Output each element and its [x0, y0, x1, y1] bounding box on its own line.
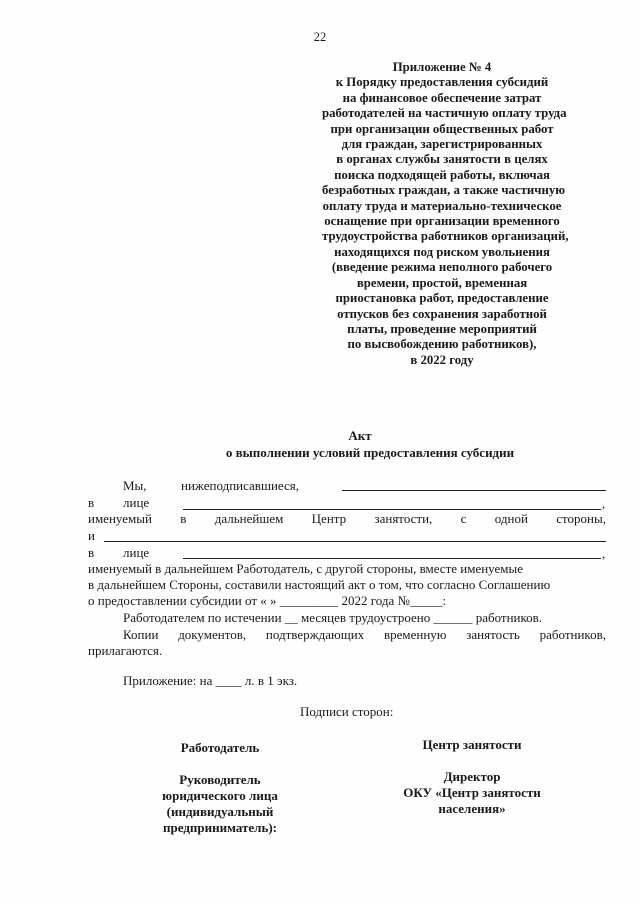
page-number: 22	[313, 30, 327, 44]
employer-representative-blank[interactable]	[183, 558, 601, 559]
employer-signature-block	[120, 740, 320, 836]
center-signature-block	[372, 737, 572, 817]
appendix-line: на финансовое обеспечение затрат	[342, 90, 542, 105]
copies-line: Копии документов, подтверждающих временную занятость работников,	[123, 627, 606, 642]
signatures-title: Подписи сторон:	[300, 704, 394, 719]
employer-role-line: Руководитель	[179, 772, 261, 787]
comma-mark: ,	[602, 546, 606, 561]
in-word: в	[88, 545, 95, 560]
appendix-line: времени, простой, временная	[356, 275, 528, 290]
undersigned-word: нижеподписавшиеся,	[181, 478, 300, 493]
person-word: лице	[123, 545, 150, 560]
appendix-line: отпусков без сохранения заработной	[337, 306, 547, 321]
act-title: Акт	[348, 428, 372, 443]
appendix-line: оплату труда и материально-техническое	[322, 198, 562, 213]
employer-paragraph-line: именуемый в дальнейшем Работодатель, с другой стороны, вместе именуемые	[88, 561, 524, 576]
employer-role-line: (индивидуальный	[166, 804, 274, 819]
appendix-line: в 2022 году	[410, 352, 474, 367]
appendix-line: находящихся под риском увольнения	[334, 244, 550, 259]
employer-name-blank[interactable]	[104, 541, 606, 542]
appendix-line: трудоустройства работников организаций,	[322, 229, 569, 244]
employer-paragraph-line: в дальнейшем Стороны, составили настоящий акт о том, что согласно Соглашению	[88, 577, 551, 592]
appendix-line: безработных граждан, а также частичную	[322, 183, 566, 198]
appendix-line: поиска подходящей работы, включая	[334, 167, 550, 182]
appendix-line: платы, проведение мероприятий	[347, 321, 537, 336]
appendix-line: Приложение № 4	[392, 60, 492, 74]
employer-role-line: предприниматель):	[163, 820, 277, 835]
employed-count-line: Работодателем по истечении __ месяцев трудоустроено ______ работников.	[123, 610, 543, 625]
employer-label: Работодатель	[180, 740, 260, 755]
employer-role-line: юридического лица	[162, 788, 278, 803]
attachment-line: Приложение: на ____ л. в 1 экз.	[123, 673, 298, 688]
appendix-line: в органах службы занятости в целях	[336, 152, 548, 167]
appendix-line: для граждан, зарегистрированных	[341, 137, 543, 152]
signatories-blank[interactable]	[342, 490, 606, 491]
employer-paragraph-line: о предоставлении субсидии от « » _________ 2022 года №_____:	[88, 593, 447, 608]
we-word: Мы,	[123, 478, 147, 493]
center-role-line: ОКУ «Центр занятости	[403, 785, 541, 800]
in-word: в	[88, 495, 95, 510]
copies-tail: прилагаются.	[88, 643, 163, 658]
named-center-line: именуемый в дальнейшем Центр занятости, с одной стороны,	[88, 511, 606, 526]
appendix-line: по высвобождению работников),	[347, 337, 537, 352]
center-label: Центр занятости	[422, 737, 522, 752]
appendix-line: при организации общественных работ	[330, 121, 554, 136]
appendix-line: работодателей на частичную оплату труда	[322, 106, 567, 121]
appendix-line: (введение режима неполного рабочего	[331, 260, 553, 275]
appendix-header	[322, 60, 569, 368]
center-role-line: Директор	[443, 769, 501, 784]
appendix-line: приостановка работ, предоставление	[335, 291, 549, 306]
center-representative-blank[interactable]	[183, 509, 601, 510]
appendix-line: к Порядку предоставления субсидий	[335, 75, 549, 90]
person-word: лице	[123, 495, 150, 510]
comma-mark: ,	[602, 496, 606, 511]
appendix-line: оснащение при организации временного	[324, 214, 560, 229]
and-word: и	[88, 528, 95, 543]
center-role-line: населения»	[438, 801, 506, 816]
act-subtitle: о выполнении условий предоставления субсидии	[225, 445, 515, 460]
